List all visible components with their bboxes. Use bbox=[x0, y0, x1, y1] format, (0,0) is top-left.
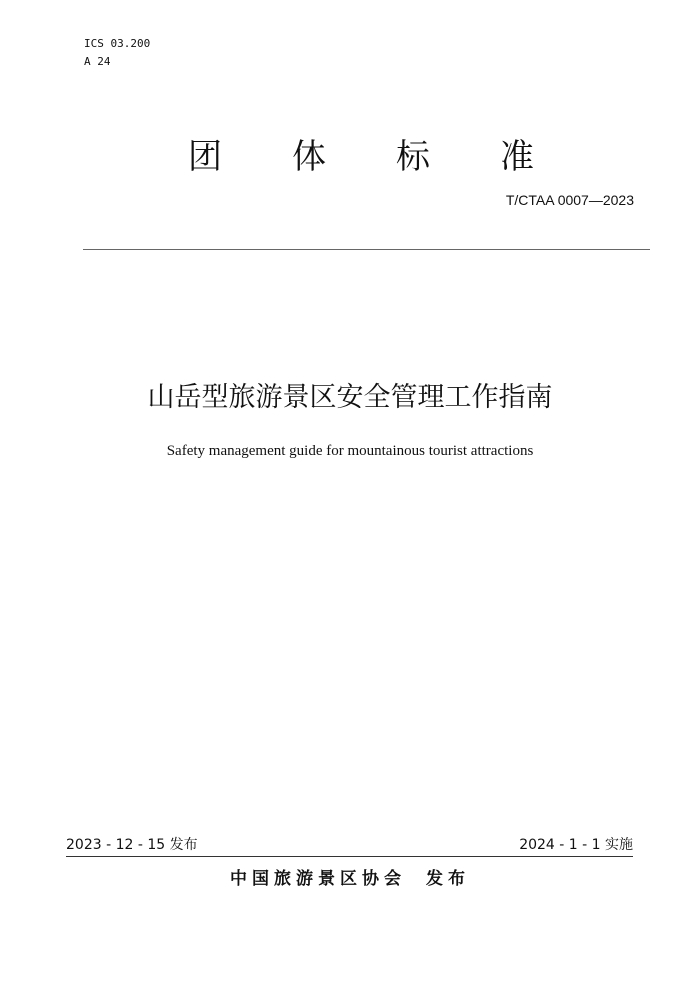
publisher-name: 中国旅游景区协会 bbox=[230, 869, 406, 889]
document-title-cn: 山岳型旅游景区安全管理工作指南 bbox=[147, 382, 553, 413]
document-type-char: 团 bbox=[188, 137, 222, 177]
publisher-action: 发布 bbox=[426, 869, 470, 889]
ics-code: ICS 03.200 bbox=[84, 37, 151, 50]
footer-divider bbox=[66, 856, 633, 857]
document-type-char: 准 bbox=[500, 137, 534, 177]
document-type-title bbox=[188, 136, 548, 180]
publish-date: 2023 - 12 - 15 发布 bbox=[66, 837, 198, 853]
header-divider bbox=[83, 249, 650, 250]
document-type-char: 体 bbox=[292, 137, 326, 177]
implement-date: 2024 - 1 - 1 实施 bbox=[519, 837, 633, 853]
publisher-line bbox=[0, 867, 700, 891]
standard-number: T/CTAA 0007—2023 bbox=[505, 192, 634, 208]
document-title-en: Safety management guide for mountainous tourist attractions bbox=[166, 443, 534, 459]
document-type-char: 标 bbox=[396, 137, 430, 177]
ccs-code: A 24 bbox=[84, 55, 111, 68]
